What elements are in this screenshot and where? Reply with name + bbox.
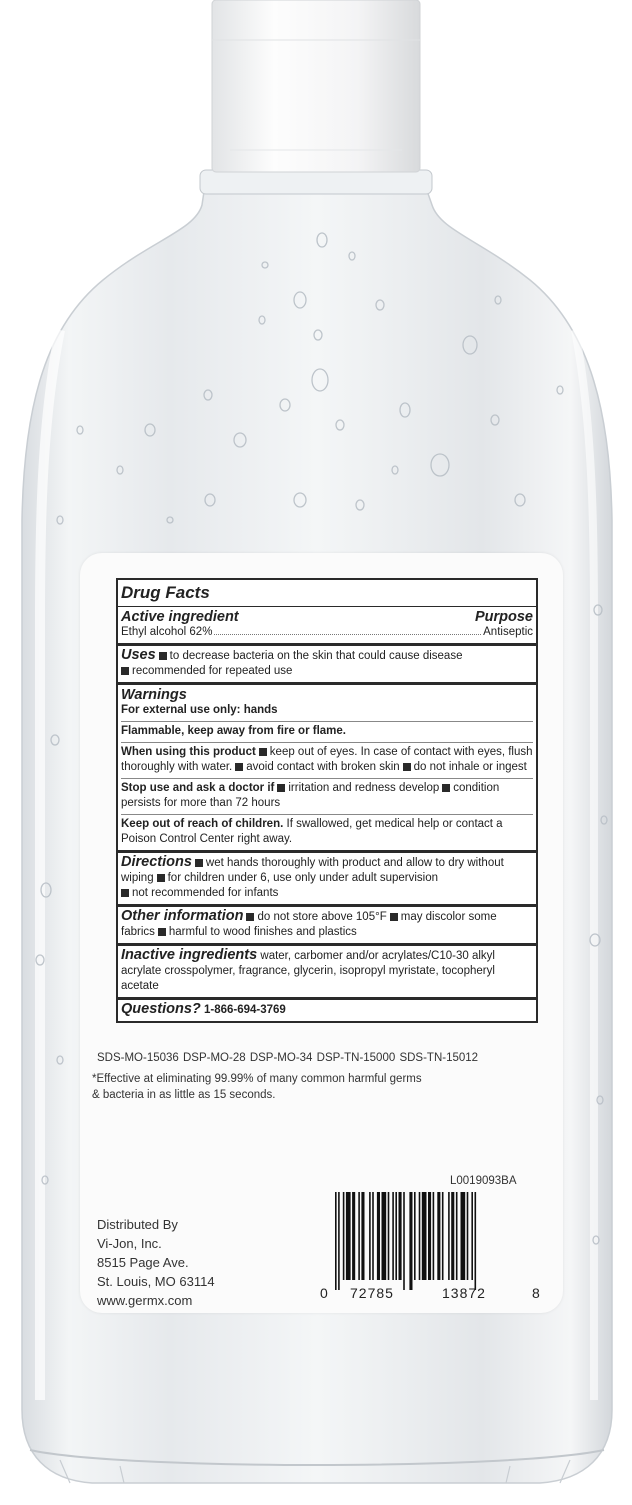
bullet-square-icon [195,859,203,867]
barcode-bar [414,1192,416,1280]
barcode-bar [346,1192,351,1280]
distributor-line: Distributed By [97,1217,178,1232]
directions-item: wet hands thoroughly with product and allow to dry without wiping [121,857,504,884]
purpose-value: Antiseptic [483,626,533,638]
keep-out-label: Keep out of reach of children. [121,818,284,830]
barcode-bar [382,1192,387,1280]
barcode-bar [448,1192,450,1280]
bottle-cap [212,0,420,172]
bullet-square-icon [442,784,450,792]
other-information-item: harmful to wood finishes and plastics [168,926,357,938]
distributor-street: 8515 Page Ave. [97,1255,189,1270]
bullet-square-icon [235,763,243,771]
barcode-bar [409,1192,412,1290]
bullet-square-icon [390,913,398,921]
drug-facts-panel [116,578,538,1023]
external-use-warning: For external use only: hands [121,704,278,716]
directions-section [118,850,536,904]
manufacturing-codes: SDS-MO-15036 DSP-MO-28 DSP-MO-34 DSP-TN-15000 SDS-TN-15012 [97,1052,479,1064]
barcode-bar [352,1192,355,1280]
directions-header: Directions [121,854,192,870]
barcode-graphic [333,1192,528,1290]
distributor-block [97,1215,215,1310]
bullet-square-icon [259,748,267,756]
barcode-bar [399,1192,402,1280]
barcode-check-digit: 8 [532,1285,540,1301]
barcode-bar [372,1192,374,1280]
inactive-ingredients-text: water, carbomer and/or acrylates/C10-30 alkyl acrylate crosspolymer, fragrance, glycerin, isopropyl myristate, tocopheryl acetate [121,950,495,992]
directions-item: not recommended for infants [132,887,279,899]
when-using-label: When using this product [121,746,256,758]
active-ingredient-section [118,606,536,643]
stop-use-item: condition persists for more than 72 hours [121,782,500,809]
barcode-bar [433,1192,435,1280]
bullet-square-icon [159,652,167,660]
barcode-bar [456,1192,458,1280]
barcode-bar [338,1192,340,1290]
barcode-bar [335,1192,337,1290]
when-using-warning [121,742,533,775]
barcode-bar [422,1192,427,1280]
questions-header: Questions? [121,1001,201,1017]
lot-code: L0019093BA [450,1175,517,1187]
barcode-bar [369,1192,371,1280]
barcode-bar [419,1192,421,1280]
flammable-warning: Flammable, keep away from fire or flame. [121,721,533,739]
uses-item: recommended for repeated use [132,665,293,677]
uses-section [118,643,536,682]
questions-phone: 1-866-694-3769 [203,1004,286,1016]
bullet-square-icon [403,763,411,771]
barcode-bar [475,1192,477,1290]
distributor-website: www.germx.com [97,1293,193,1308]
stop-use-warning [121,778,533,811]
drug-facts-title-section [118,580,536,606]
leader-dots [214,634,481,635]
bullet-square-icon [121,667,129,675]
barcode-bar [395,1192,397,1280]
barcode-bar [388,1192,390,1280]
keep-out-of-reach-warning [121,814,533,847]
uses-item: to decrease bacteria on the skin that could cause disease [169,650,463,662]
inactive-ingredients-section [118,943,536,997]
other-information-section [118,904,536,943]
distributor-name: Vi-Jon, Inc. [97,1236,162,1251]
barcode-bar [461,1192,466,1280]
barcode-bar [442,1192,444,1280]
barcode-bar [377,1192,380,1280]
barcode-right-digits: 13872 [442,1285,486,1301]
uses-header: Uses [121,647,156,663]
barcode-bar [403,1192,405,1290]
distributor-city: St. Louis, MO 63114 [97,1274,215,1289]
active-ingredient-header: Active ingredient [121,609,239,625]
barcode-bar [392,1192,394,1280]
directions-item: for children under 6, use only under adult supervision [167,872,439,884]
when-using-item: do not inhale or ingest [413,761,527,773]
questions-section [118,997,536,1021]
bullet-square-icon [121,889,129,897]
barcode-bar [343,1192,345,1280]
barcode-bar [361,1192,364,1280]
barcode-bar [437,1192,440,1280]
bullet-square-icon [158,928,166,936]
active-ingredient-value: Ethyl alcohol 62% [121,626,213,638]
other-information-header: Other information [121,908,244,924]
bullet-square-icon [246,913,254,921]
purpose-header: Purpose [474,609,533,625]
barcode-bar [467,1192,469,1280]
barcode-bar [428,1192,431,1280]
bullet-square-icon [157,874,165,882]
stop-use-item: irritation and redness develop [288,782,440,794]
other-information-item: do not store above 105°F [257,911,387,923]
stop-use-label: Stop use and ask a doctor if [121,782,275,794]
efficacy-claim: *Effective at eliminating 99.99% of many common harmful germs & bacteria in as little as 15 seconds. [92,1073,422,1101]
barcode-bar [358,1192,360,1280]
bottle-neck [200,170,432,194]
barcode-bar [471,1192,473,1280]
keep-out-text: If swallowed, get medical help or contact a Poison Control Center right away. [121,818,503,845]
when-using-item: keep out of eyes. In case of contact with eyes, flush thoroughly with water. [121,746,533,773]
other-information-item: may discolor some fabrics [121,911,497,938]
inactive-ingredients-header: Inactive ingredients [121,947,258,963]
when-using-item: avoid contact with broken skin [246,761,400,773]
barcode-lead-digit: 0 [320,1285,328,1301]
barcode-left-digits: 72785 [350,1285,394,1301]
warnings-section [118,682,536,850]
drug-facts-title: Drug Facts [121,583,210,602]
warnings-header: Warnings [121,687,187,703]
bullet-square-icon [277,784,285,792]
barcode-bar [451,1192,454,1280]
